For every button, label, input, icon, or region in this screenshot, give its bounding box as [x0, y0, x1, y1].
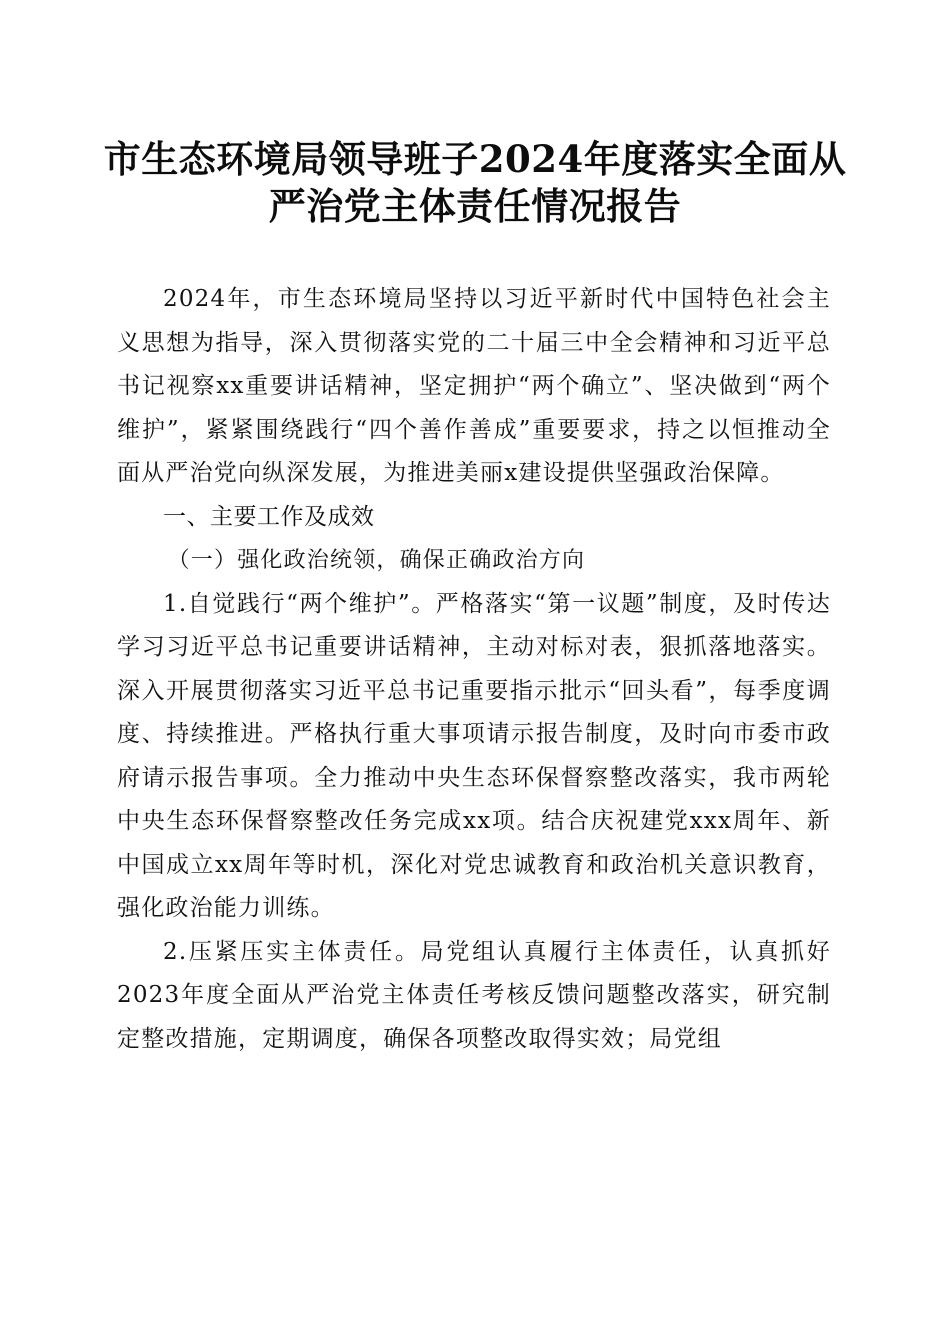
document-title [60, 136, 890, 230]
title-line-2: 严治党主体责任情况报告 [268, 184, 682, 228]
title-line-1: 市生态环境局领导班子2024年度落实全面从 [103, 137, 847, 181]
item-paragraph-1: 1.自觉践行“两个维护”。严格落实“第一议题”制度，及时传达学习习近平总书记重要讲话精神，主动对标对表，狠抓落地落实。深入开展贯彻落实习近平总书记重要指示批示“回头看”，每季度调度、持续推进。严格执行重大事项请示报告制度，及时向市委市政府请示报告事项。全力推动中央生态环保督察整改落实，我市两轮中央生态环保督察整改任务完成xx项。结合庆祝建党xxx周年、新中国成立xx周年等时机，深化对党忠诚教育和政治机关意识教育，强化政治能力训练。 [117, 590, 831, 921]
section-heading-main-work: 一、主要工作及成效 [163, 503, 375, 530]
document-body [117, 278, 831, 1061]
subsection-heading-political-leadership: （一）强化政治统领，确保正确政治方向 [167, 548, 586, 573]
intro-paragraph: 2024年，市生态环境局坚持以习近平新时代中国特色社会主义思想为指导，深入贯彻落实党的二十届三中全会精神和习近平总书记视察xx重要讲话精神，坚定拥护“两个确立”、坚决做到“两个维护”，紧紧围绕践行“四个善作善成”重要要求，持之以恒推动全面从严治党向纵深发展，为推进美丽x建设提供坚强政治保障。 [117, 286, 831, 486]
item-paragraph-2: 2.压紧压实主体责任。局党组认真履行主体责任，认真抓好2023年度全面从严治党主体责任考核反馈问题整改落实，研究制定整改措施，定期调度，确保各项整改取得实效；局党组 [117, 938, 831, 1052]
